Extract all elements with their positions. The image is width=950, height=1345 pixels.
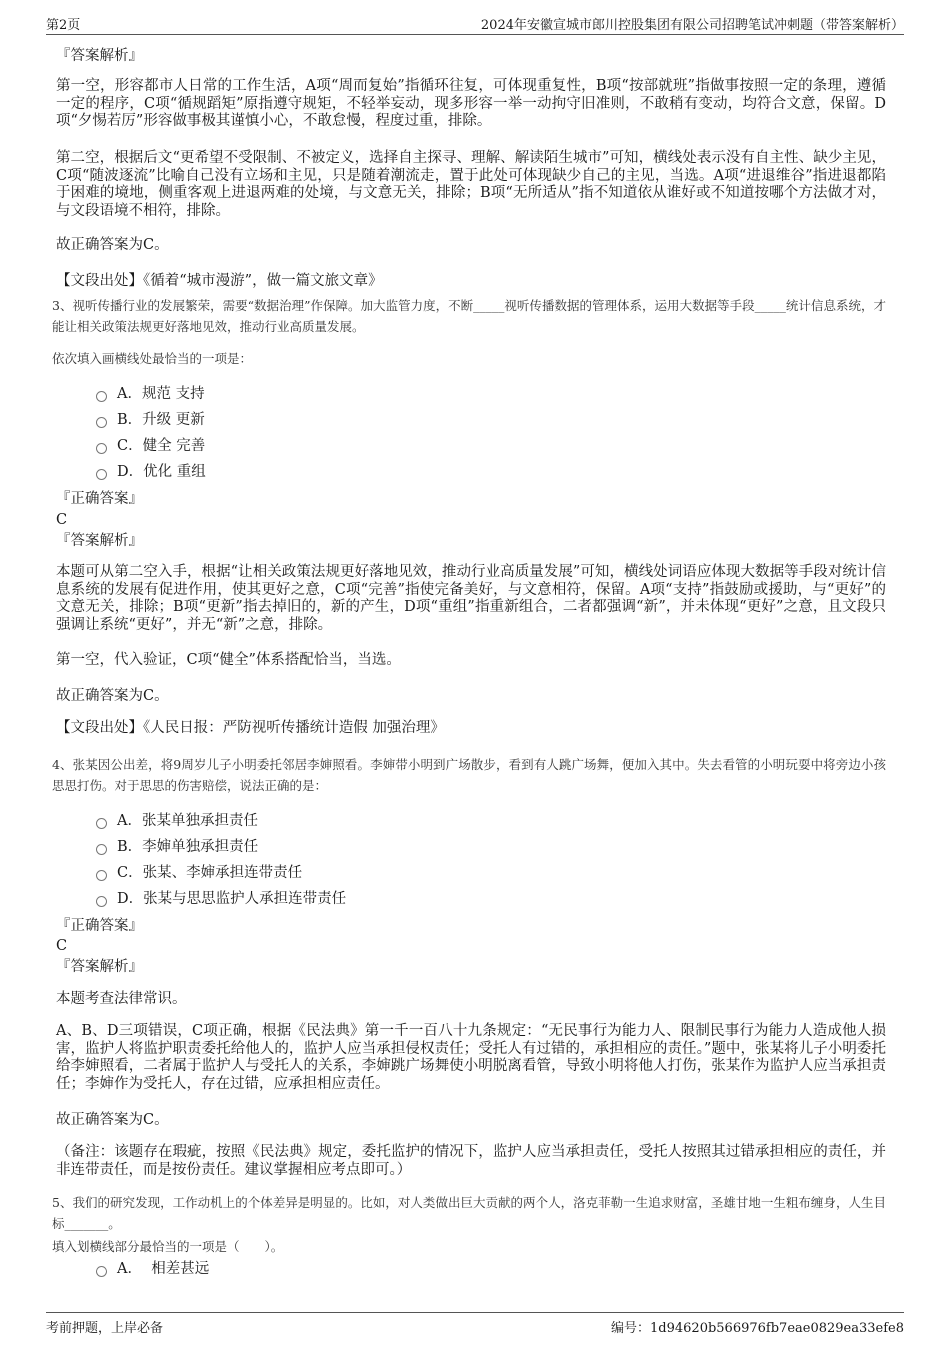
question-3 [52,295,886,337]
option-label: D．张某与思思监护人承担连带责任 [117,891,347,907]
q2-analysis-p1-wrap [56,78,886,131]
analysis-title: 『答案解析』 [56,959,143,975]
option-c[interactable] [96,860,886,886]
question-4 [52,754,886,796]
conclusion: 故正确答案为C。 [56,688,169,704]
page-number: 第2页 [46,18,81,33]
analysis-title: 『答案解析』 [56,48,143,64]
option-b[interactable] [96,834,886,860]
option-label: A．张某单独承担责任 [117,813,258,829]
answer-title: 『正确答案』 [56,918,143,934]
option-b[interactable] [96,407,886,433]
q3-prompt-wrap [52,348,886,369]
question-stem: 4、张某因公出差，将9周岁儿子小明委托邻居李婶照看。李婶带小明到广场散步，看到有人跳广场舞，便加入其中。失去看管的小明玩耍中将旁边小孩思思打伤。对于思思的伤害赔偿，说法正确的是： [52,757,886,793]
option-label: B．李婶单独承担责任 [117,839,259,855]
radio-button[interactable] [96,844,107,855]
q3-analysis-p1-wrap [56,564,886,634]
analysis-paragraph: 第一空，形容都市人日常的工作生活，A项“周而复始”指循环往复，可体现重复性，B项“按部就班”指做事按照一定的条理，遵循一定的程序，C项“循规蹈矩”原指遵守规矩，不轻举妄动，现多形容一举一动拘守旧准则，不敢稍有变动，均符合文意，保留。D项“夕惕若厉”形容做事极其谨慎小心，不敢怠慢，程度过重，排除。 [56,78,886,129]
q3-options [56,381,886,485]
q4-analysis-p2-wrap [56,1023,886,1093]
radio-button[interactable] [96,391,107,402]
page-footer [46,1312,904,1335]
radio-button[interactable] [96,896,107,907]
q4-conclusion-wrap [56,1110,169,1130]
option-label: C．张某、李婶承担连带责任 [117,865,303,881]
q3-answer-wrap [56,510,67,530]
conclusion: 故正确答案为C。 [56,1112,169,1128]
q3-conclusion-wrap [56,686,169,706]
q4-options [56,808,886,912]
option-a[interactable] [96,1256,886,1282]
radio-button[interactable] [96,1266,107,1277]
q4-analysis-p1-wrap [56,989,187,1009]
q5-prompt-wrap [52,1236,886,1257]
note: （备注：该题存在瑕疵，按照《民法典》规定，委托监护的情况下，监护人应当承担责任，受托人按照其过错承担相应的责任，并非连带责任，而是按份责任。建议掌握相应考点即可。） [56,1144,886,1178]
footer-slogan: 考前押题，上岸必备 [46,1321,164,1336]
source-citation: 【文段出处】《循着“城市漫游”，做一篇文旅文章》 [56,273,383,289]
q3-source-wrap [56,718,886,738]
analysis-paragraph: 本题考查法律常识。 [56,991,187,1007]
option-label: D．优化 重组 [117,464,206,480]
option-d[interactable] [96,886,886,912]
q2-analysis-p2-wrap [56,150,886,220]
source-citation: 【文段出处】《人民日报：严防视听传播统计造假 加强治理》 [56,720,445,736]
analysis-title: 『答案解析』 [56,533,143,549]
q3-answer-title-wrap [56,489,143,509]
radio-button[interactable] [96,469,107,480]
option-label: C．健全 完善 [117,438,206,454]
analysis-paragraph: 第二空，根据后文“更希望不受限制、不被定义，选择自主探寻、理解、解读陌生城市”可知，横线处表示没有自主性、缺少主见，C项“随波逐流”比喻自己没有立场和主见，只是随着潮流走，置于此处可体现缺少自己的主见，当选。A项“进退维谷”指进退都陷于困难的境地，侧重客观上进退两难的处境，与文意无关，排除；B项“无所适从”指不知道依从谁好或不知道按哪个方法做才对，与文段语境不相符，排除。 [56,150,886,219]
option-a[interactable] [96,808,886,834]
correct-answer: C [56,938,68,954]
document-id: 编号：1d94620b566976fb7eae0829ea33efe8 [611,1321,904,1336]
option-a[interactable] [96,381,886,407]
option-label: A． 相差甚远 [117,1261,210,1277]
question-stem: 5、我们的研究发现，工作动机上的个体差异是明显的。比如，对人类做出巨大贡献的两个人，洛克菲勒一生追求财富，圣雄甘地一生粗布缠身，人生目标_______。 [52,1195,886,1231]
correct-answer: C [56,512,68,528]
q2-conclusion-wrap [56,235,886,255]
q2-analysis [56,46,886,66]
q4-answer-title-wrap [56,916,143,936]
q3-analysis-title-wrap [56,531,143,551]
radio-button[interactable] [96,443,107,454]
conclusion: 故正确答案为C。 [56,237,169,253]
analysis-paragraph: A、B、D三项错误，C项正确，根据《民法典》第一千一百八十九条规定：“无民事行为能力人、限制民事行为能力人造成他人损害，监护人将监护职责委托给他人的，监护人应当承担侵权责任；受托人有过错的，承担相应的责任。”题中，张某将儿子小明委托给李婶照看，二者属于监护人与受托人的关系，李婶跳广场舞使小明脱离看管，导致小明将他人打伤，张某作为监护人应当承担责任；李婶作为受托人，存在过错，应承担相应责任。 [56,1023,886,1092]
option-c[interactable] [96,433,886,459]
document-title: 2024年安徽宣城市郎川控股集团有限公司招聘笔试冲刺题（带答案解析） [480,18,904,33]
question-prompt: 依次填入画横线处最恰当的一项是： [52,351,253,366]
question-5 [52,1192,886,1234]
analysis-paragraph: 本题可从第二空入手，根据“让相关政策法规更好落地见效，推动行业高质量发展”可知，横线处词语应体现大数据等手段对统计信息系统的发展有促进作用，使其更好之意，C项“完善”指使完备美好，与文意相符，保留。A项“支持”指鼓励或援助，与“更好”的文意无关，排除；B项“更新”指去掉旧的，新的产生，D项“重组”指重新组合，二者都强调“新”，并未体现“更好”之意，且文段只强调让系统“更好”，并无“新”之意，排除。 [56,564,886,633]
radio-button[interactable] [96,818,107,829]
q4-note-wrap [56,1144,886,1179]
analysis-paragraph: 第一空，代入验证，C项“健全”体系搭配恰当，当选。 [56,652,401,668]
radio-button[interactable] [96,870,107,881]
option-label: A．规范 支持 [117,386,205,402]
q4-analysis-title-wrap [56,957,143,977]
q2-source-wrap [56,271,886,291]
question-prompt: 填入划横线部分最恰当的一项是（ ）。 [52,1239,284,1254]
option-d[interactable] [96,459,886,485]
question-stem: 3、视听传播行业的发展繁荣，需要“数据治理”作保障。加大监管力度，不断_____视听传播数据的管理体系，运用大数据等手段_____统计信息系统，才能让相关政策法规更好落地见效，推动行业高质量发展。 [52,298,886,334]
q5-options [56,1256,886,1282]
page-header [46,12,904,35]
answer-title: 『正确答案』 [56,491,143,507]
q4-answer-wrap [56,936,67,956]
radio-button[interactable] [96,417,107,428]
option-label: B．升级 更新 [117,412,205,428]
q3-analysis-p2-wrap [56,652,886,670]
